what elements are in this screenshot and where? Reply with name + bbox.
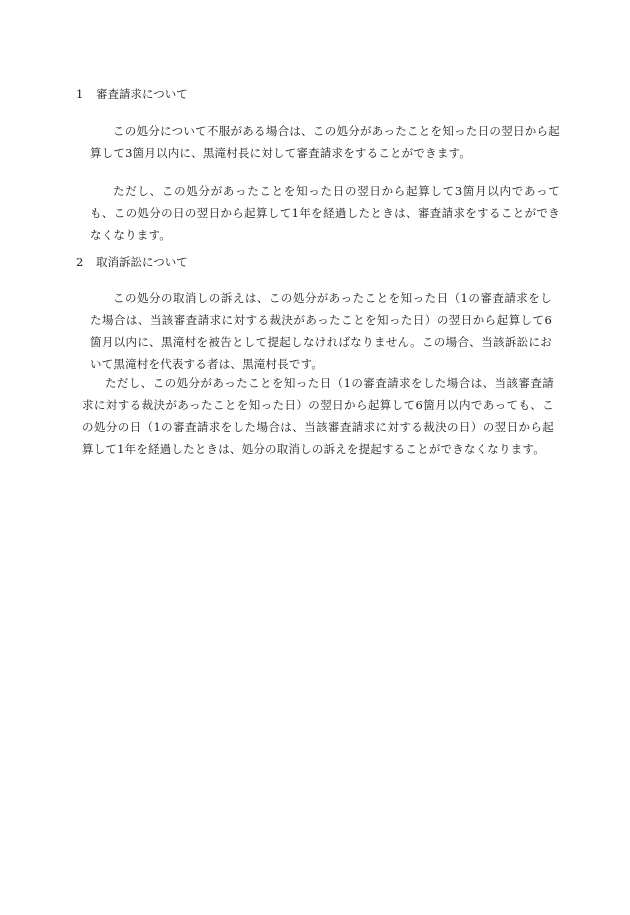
section-heading-2 [76,254,188,270]
paragraph-lawsuit-limit: ただし、この処分があったことを知った日（1の審査請求をした場合は、当該審査請求に対する裁決があったことを知った日）の翌日から起算して6箇月以内であっても、この処分の日（1の審査請求をした場合は、当該審査請求に対する裁決の日）の翌日から起算して1年を経過したときは、処分の取消しの訴えを提起することができなくなります。 [82,376,554,456]
paragraph-lawsuit-period: この処分の取消しの訴えは、この処分があったことを知った日（1の審査請求をした場合は、当該審査請求に対する裁決があったことを知った日）の翌日から起算して6箇月以内に、黒滝村を被告として提起しなければなりません。この場合、当該訴訟において黒滝村を代表する者は、黒滝村長です。 [90,291,552,371]
section-number: 1 [76,87,84,101]
section-title: 審査請求について [96,87,188,101]
section-heading-1 [76,86,188,102]
paragraph-appeal-period: この処分について不服がある場合は、この処分があったことを知った日の翌日から起算して3箇月以内に、黒滝村長に対して審査請求をすることができます。 [90,124,560,160]
section-number: 2 [76,255,84,269]
section-title: 取消訴訟について [96,255,188,269]
paragraph-appeal-limit: ただし、この処分があったことを知った日の翌日から起算して3箇月以内であっても、この処分の日の翌日から起算して1年を経過したときは、審査請求をすることができなくなります。 [90,184,560,242]
